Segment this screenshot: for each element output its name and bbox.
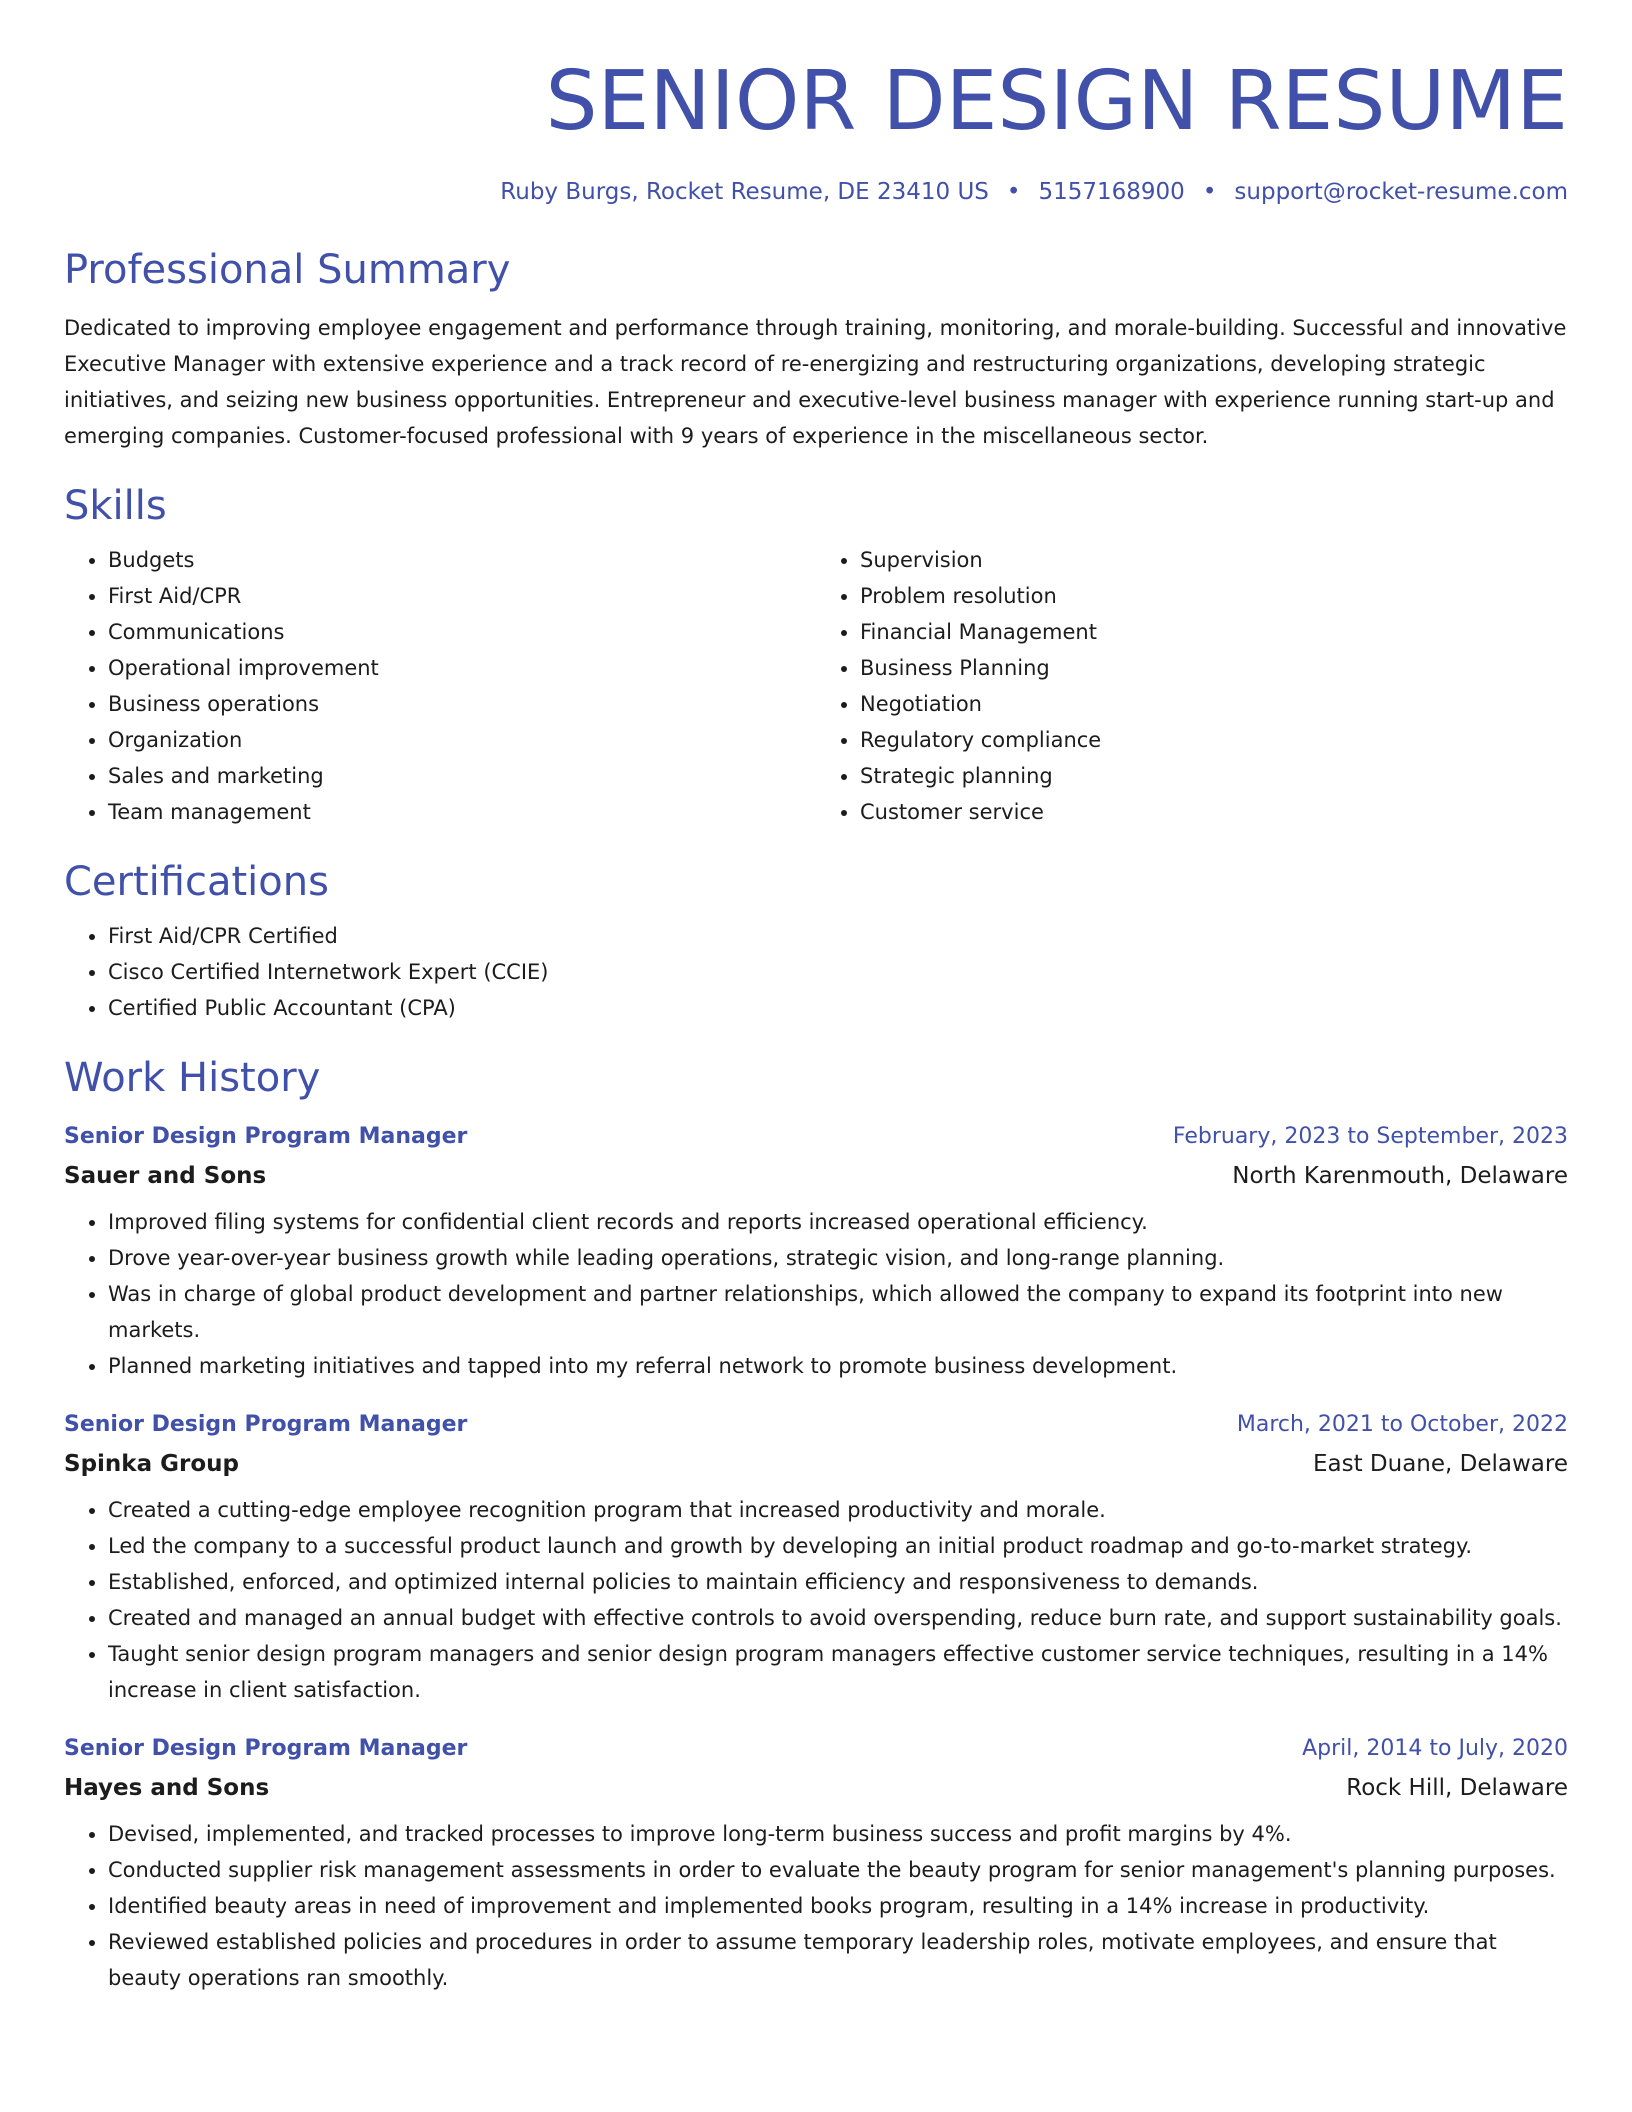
job-bullet: • Improved filing systems for confidential client records and reports increased operational efficiency. xyxy=(108,1204,1568,1240)
skills-section xyxy=(64,480,1568,830)
job-company: Sauer and Sons xyxy=(64,1163,267,1189)
contact-line xyxy=(64,176,1568,208)
contact-separator: • xyxy=(1202,179,1217,205)
job-bullet: • Established, enforced, and optimized internal policies to maintain efficiency and responsiveness to demands. xyxy=(108,1564,1568,1600)
job-company-row xyxy=(64,1156,1568,1196)
skill-item: • Supervision xyxy=(860,542,1568,578)
job-dates: April, 2014 to July, 2020 xyxy=(1302,1736,1568,1761)
skill-item: • Sales and marketing xyxy=(108,758,816,794)
certifications-section xyxy=(64,856,1568,1026)
job-entry xyxy=(64,1118,1568,1384)
certifications-list xyxy=(64,918,1568,1026)
work-history-section xyxy=(64,1052,1568,1996)
resume-page xyxy=(64,0,1568,1996)
contact-phone: 5157168900 xyxy=(1038,179,1185,205)
skills-heading: Skills xyxy=(64,483,167,529)
job-bullet: • Planned marketing initiatives and tapped into my referral network to promote business development. xyxy=(108,1348,1568,1384)
job-bullet: • Identified beauty areas in need of improvement and implemented books program, resulting in a 14% increase in productivity. xyxy=(108,1888,1568,1924)
job-bullet: • Taught senior design program managers and senior design program managers effective customer service techniques, resulting in a 14% increase in client satisfaction. xyxy=(108,1636,1568,1708)
job-company-row xyxy=(64,1768,1568,1808)
job-bullet: • Led the company to a successful product launch and growth by developing an initial product roadmap and go-to-market strategy. xyxy=(108,1528,1568,1564)
job-title-row xyxy=(64,1118,1568,1156)
job-bullet: • Created a cutting-edge employee recognition program that increased productivity and morale. xyxy=(108,1492,1568,1528)
skill-item: • Team management xyxy=(108,794,816,830)
job-bullet: • Reviewed established policies and procedures in order to assume temporary leadership roles, motivate employees, and ensure that beauty operations ran smoothly. xyxy=(108,1924,1568,1996)
skill-item: • Problem resolution xyxy=(860,578,1568,614)
summary-heading: Professional Summary xyxy=(64,247,511,293)
job-bullet: • Devised, implemented, and tracked processes to improve long-term business success and profit margins by 4%. xyxy=(108,1816,1568,1852)
certification-item: • Cisco Certified Internetwork Expert (CCIE) xyxy=(108,954,1568,990)
job-location: North Karenmouth, Delaware xyxy=(1232,1163,1568,1189)
skill-item: • Communications xyxy=(108,614,816,650)
skill-item: • Regulatory compliance xyxy=(860,722,1568,758)
job-location: East Duane, Delaware xyxy=(1312,1451,1568,1477)
job-entry xyxy=(64,1730,1568,1996)
skill-item: • Organization xyxy=(108,722,816,758)
job-entry xyxy=(64,1406,1568,1708)
contact-address: Ruby Burgs, Rocket Resume, DE 23410 US xyxy=(500,179,989,205)
job-bullets xyxy=(64,1492,1568,1708)
job-title-row xyxy=(64,1730,1568,1768)
certifications-heading: Certifications xyxy=(64,859,329,905)
job-title: Senior Design Program Manager xyxy=(64,1124,468,1149)
job-bullets xyxy=(64,1204,1568,1384)
certification-item: • Certified Public Accountant (CPA) xyxy=(108,990,1568,1026)
contact-separator: • xyxy=(1006,179,1021,205)
contact-email: support@rocket-resume.com xyxy=(1234,179,1568,205)
certification-item: • First Aid/CPR Certified xyxy=(108,918,1568,954)
job-bullet: • Drove year-over-year business growth while leading operations, strategic vision, and long-range planning. xyxy=(108,1240,1568,1276)
skill-item: • Budgets xyxy=(108,542,816,578)
skills-left-column xyxy=(64,542,816,830)
job-title-row xyxy=(64,1406,1568,1444)
job-company: Hayes and Sons xyxy=(64,1775,270,1801)
skills-grid xyxy=(64,542,1568,830)
skill-item: • Negotiation xyxy=(860,686,1568,722)
summary-text: Dedicated to improving employee engagement and performance through training, monitoring, and morale-building. Successful and innovative Executive Manager with extensive experience and a track record of re-energizing and restructuring organizations, developing strategic initiatives, and seizing new business opportunities. Entrepreneur and executive-level business manager with experience running start-up and emerging companies. Customer-focused professional with 9 years of experience in the miscellaneous sector. xyxy=(64,316,1567,448)
skill-item: • Business Planning xyxy=(860,650,1568,686)
job-bullet: • Conducted supplier risk management assessments in order to evaluate the beauty program for senior management's planning purposes. xyxy=(108,1852,1568,1888)
job-bullet: • Was in charge of global product development and partner relationships, which allowed the company to expand its footprint into new markets. xyxy=(108,1276,1568,1348)
resume-title: SENIOR DESIGN RESUME xyxy=(545,54,1568,149)
job-company: Spinka Group xyxy=(64,1451,239,1477)
skills-right-column xyxy=(816,542,1568,830)
job-bullets xyxy=(64,1816,1568,1996)
skill-item: • First Aid/CPR xyxy=(108,578,816,614)
skill-item: • Business operations xyxy=(108,686,816,722)
job-location: Rock Hill, Delaware xyxy=(1346,1775,1568,1801)
job-bullet: • Created and managed an annual budget with effective controls to avoid overspending, reduce burn rate, and support sustainability goals. xyxy=(108,1600,1568,1636)
job-company-row xyxy=(64,1444,1568,1484)
job-title: Senior Design Program Manager xyxy=(64,1412,468,1437)
job-dates: March, 2021 to October, 2022 xyxy=(1236,1412,1568,1437)
skill-item: • Strategic planning xyxy=(860,758,1568,794)
skill-item: • Operational improvement xyxy=(108,650,816,686)
job-title: Senior Design Program Manager xyxy=(64,1736,468,1761)
resume-header xyxy=(64,0,1568,208)
skill-item: • Financial Management xyxy=(860,614,1568,650)
job-dates: February, 2023 to September, 2023 xyxy=(1172,1124,1568,1149)
skill-item: • Customer service xyxy=(860,794,1568,830)
summary-section xyxy=(64,244,1568,454)
work-history-heading: Work History xyxy=(64,1055,321,1101)
